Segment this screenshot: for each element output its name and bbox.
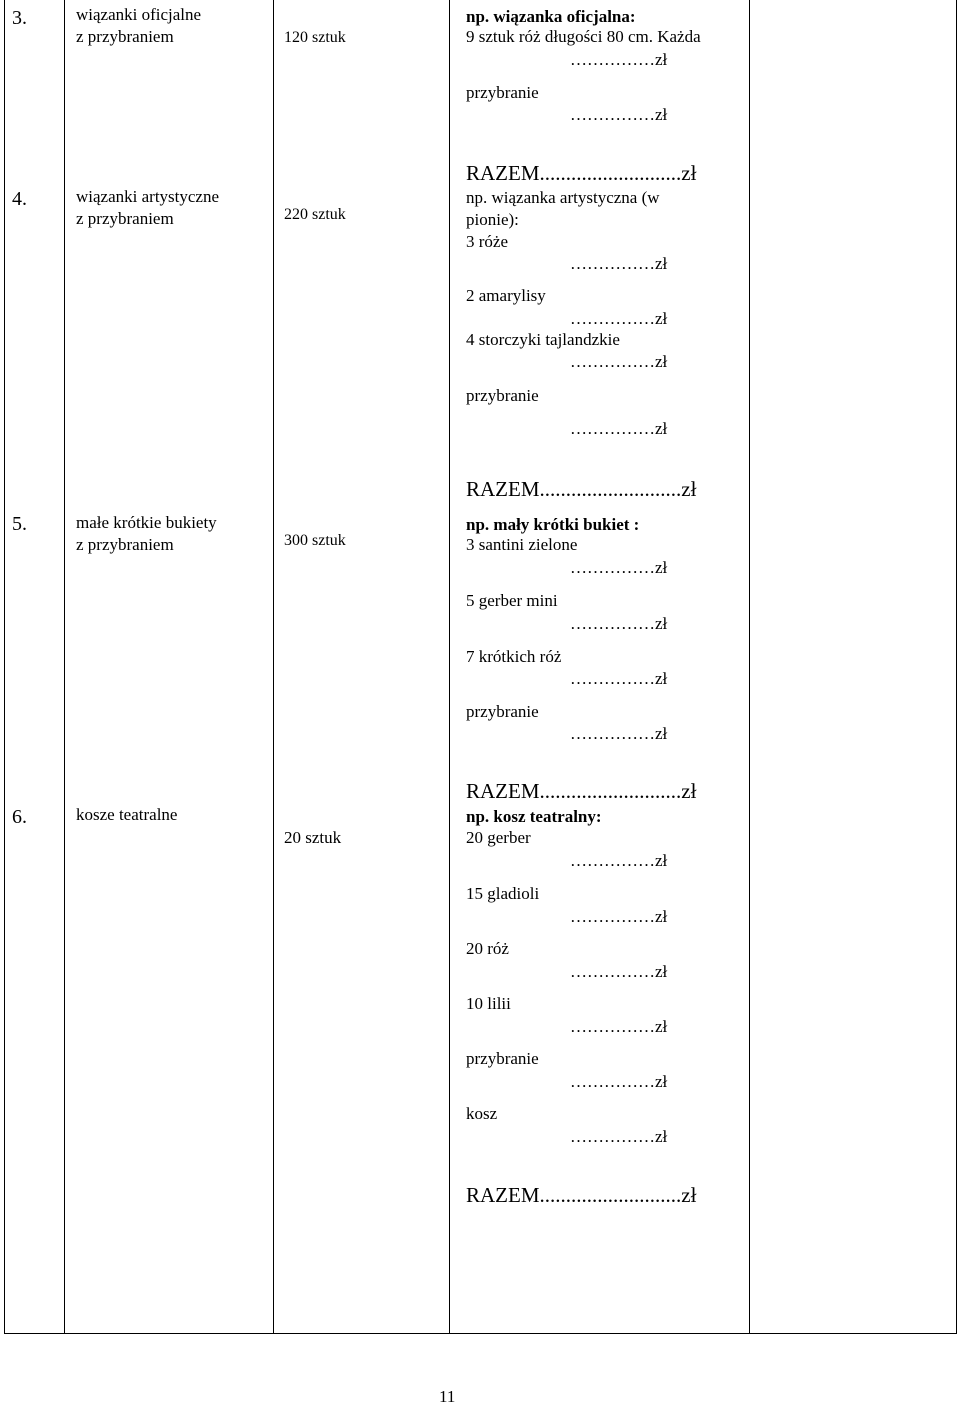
example-line: 3 róże bbox=[466, 232, 509, 251]
price-field: ……………zł bbox=[570, 1072, 668, 1091]
example-line: 7 krótkich róż bbox=[466, 647, 562, 666]
example-line: 10 lilii bbox=[466, 994, 511, 1013]
example-line: 4 storczyki tajlandzkie bbox=[466, 330, 620, 349]
example-line: 20 gerber bbox=[466, 828, 531, 847]
example-line: przybranie bbox=[466, 702, 539, 721]
price-field: ……………zł bbox=[570, 851, 668, 870]
price-field: ……………zł bbox=[570, 907, 668, 926]
quantity: 120 sztuk bbox=[284, 29, 346, 46]
price-field: ……………zł bbox=[570, 962, 668, 981]
quantity: 300 sztuk bbox=[284, 532, 346, 549]
example-title: np. wiązanka artystyczna (w bbox=[466, 188, 660, 207]
example-title: np. mały krótki bukiet : bbox=[466, 515, 640, 534]
row-number: 6. bbox=[12, 806, 27, 828]
quantity: 220 sztuk bbox=[284, 206, 346, 223]
total-line: RAZEM...........................zł bbox=[466, 477, 697, 501]
example-line: kosz bbox=[466, 1104, 498, 1123]
example-line: 3 santini zielone bbox=[466, 535, 578, 554]
example-line: 20 róż bbox=[466, 939, 509, 958]
product-name-line-1: wiązanki oficjalne bbox=[76, 5, 202, 24]
row-number: 5. bbox=[12, 513, 27, 535]
price-field: ……………zł bbox=[570, 419, 668, 438]
row-number: 4. bbox=[12, 188, 27, 210]
price-field: ……………zł bbox=[570, 1127, 668, 1146]
example-line: przybranie bbox=[466, 83, 539, 102]
example-title: np. kosz teatralny: bbox=[466, 807, 602, 826]
row-number: 3. bbox=[12, 7, 27, 29]
product-name-line-2: z przybraniem bbox=[76, 209, 174, 228]
example-line: 5 gerber mini bbox=[466, 591, 558, 610]
example-title-cont: pionie): bbox=[466, 210, 519, 229]
total-line: RAZEM...........................zł bbox=[466, 779, 697, 803]
price-field: ……………zł bbox=[570, 614, 668, 633]
total-line: RAZEM...........................zł bbox=[466, 1183, 697, 1207]
example-line: 15 gladioli bbox=[466, 884, 540, 903]
total-line: RAZEM...........................zł bbox=[466, 161, 697, 185]
price-field: ……………zł bbox=[570, 105, 668, 124]
price-field: ……………zł bbox=[570, 254, 668, 273]
page-number: 11 bbox=[439, 1387, 456, 1406]
product-name-line-2: z przybraniem bbox=[76, 27, 174, 46]
price-field: ……………zł bbox=[570, 50, 668, 69]
price-field: ……………zł bbox=[570, 309, 668, 328]
example-line: przybranie bbox=[466, 1049, 539, 1068]
product-name-line-1: kosze teatralne bbox=[76, 805, 178, 824]
price-field: ……………zł bbox=[570, 352, 668, 371]
product-name-line-1: małe krótkie bukiety bbox=[76, 513, 217, 532]
price-field: ……………zł bbox=[570, 724, 668, 743]
example-line: 2 amarylisy bbox=[466, 286, 546, 305]
price-field: ……………zł bbox=[570, 1017, 668, 1036]
example-line: 9 sztuk róż długości 80 cm. Każda bbox=[466, 27, 701, 46]
quantity: 20 sztuk bbox=[284, 828, 342, 847]
product-name-line-2: z przybraniem bbox=[76, 535, 174, 554]
product-name-line-1: wiązanki artystyczne bbox=[76, 187, 220, 206]
example-line: przybranie bbox=[466, 386, 539, 405]
example-title: np. wiązanka oficjalna: bbox=[466, 7, 636, 26]
price-field: ……………zł bbox=[570, 669, 668, 688]
price-field: ……………zł bbox=[570, 558, 668, 577]
